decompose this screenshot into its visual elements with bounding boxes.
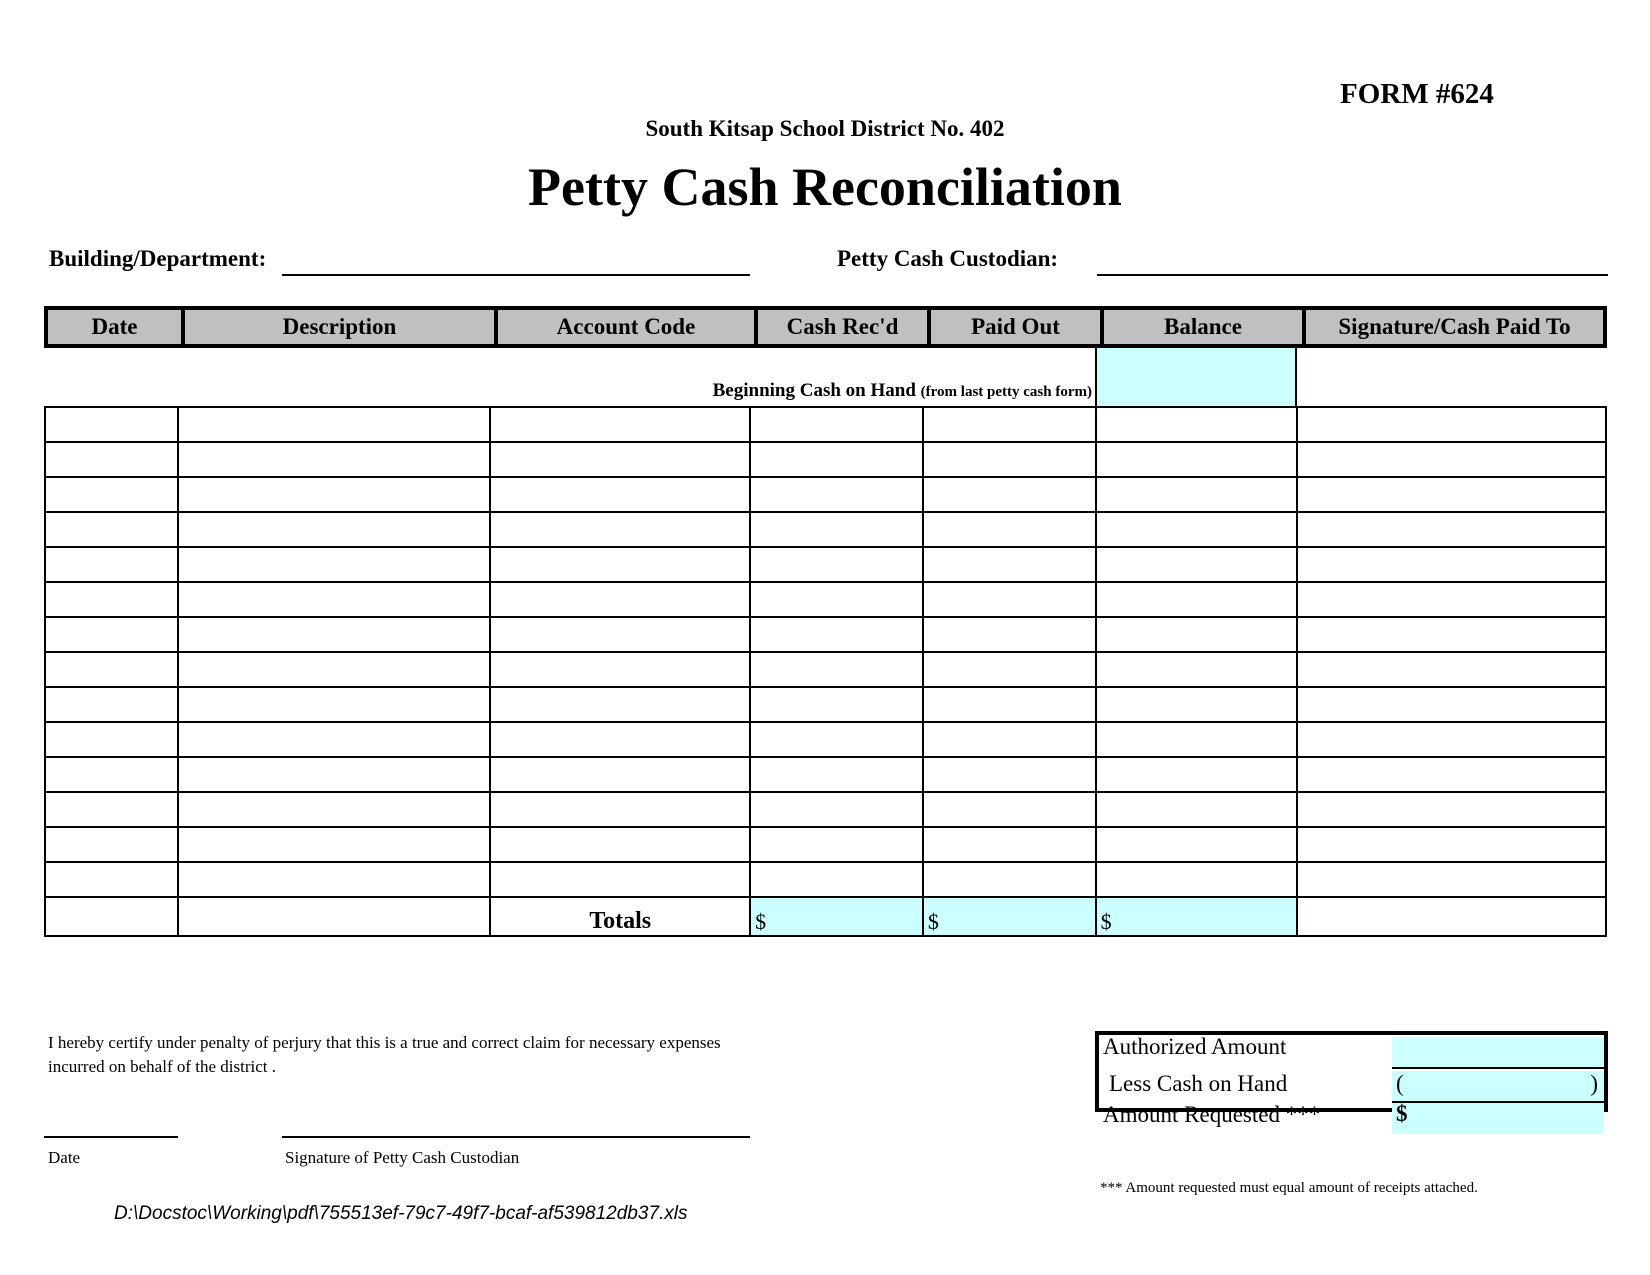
signature-cell[interactable] <box>1297 722 1606 757</box>
balance-cell[interactable] <box>1096 547 1298 582</box>
table-row <box>45 652 1606 687</box>
custodian-label: Petty Cash Custodian: <box>837 246 1059 271</box>
table-row <box>45 862 1606 897</box>
table-row <box>45 407 1606 442</box>
description-cell[interactable] <box>178 792 491 827</box>
cash-recd-cell[interactable] <box>750 722 923 757</box>
authorized-amount-input[interactable] <box>1392 1037 1604 1069</box>
account-code-cell[interactable] <box>490 757 750 792</box>
table-row <box>45 582 1606 617</box>
cash-recd-cell[interactable] <box>750 862 923 897</box>
description-cell[interactable] <box>178 442 491 477</box>
district-name: South Kitsap School District No. 402 <box>645 116 1005 141</box>
paid-out-cell[interactable] <box>923 547 1096 582</box>
total-paid-out[interactable]: $ <box>923 897 1096 936</box>
paid-out-cell[interactable] <box>923 652 1096 687</box>
balance-cell[interactable] <box>1096 407 1298 442</box>
page-title: Petty Cash Reconciliation <box>528 157 1122 217</box>
cash-recd-cell[interactable] <box>750 687 923 722</box>
cash-recd-cell[interactable] <box>750 547 923 582</box>
balance-cell[interactable] <box>1096 582 1298 617</box>
account-code-cell[interactable] <box>490 862 750 897</box>
less-cash-label: Less Cash on Hand <box>1109 1071 1288 1096</box>
date-signature-line[interactable] <box>44 1136 178 1138</box>
authorized-amount-label: Authorized Amount <box>1103 1034 1287 1059</box>
cash-recd-cell[interactable] <box>750 617 923 652</box>
table-row <box>45 477 1606 512</box>
form-number: FORM #624 <box>1340 78 1494 110</box>
building-department-field[interactable] <box>282 274 750 276</box>
date-cell[interactable] <box>45 442 178 477</box>
totals-label: Totals <box>490 897 750 936</box>
amount-requested-input[interactable] <box>1392 1103 1604 1134</box>
balance-cell[interactable] <box>1096 757 1298 792</box>
col-balance: Balance <box>1100 310 1302 344</box>
balance-cell[interactable] <box>1096 442 1298 477</box>
account-code-cell[interactable] <box>490 407 750 442</box>
balance-cell[interactable] <box>1096 687 1298 722</box>
less-cash-open-paren: ( <box>1396 1071 1404 1096</box>
signature-cell[interactable] <box>1297 407 1606 442</box>
signature-cell[interactable] <box>1297 617 1606 652</box>
total-balance[interactable]: $ <box>1096 897 1298 936</box>
balance-cell[interactable] <box>1096 862 1298 897</box>
signature-cell[interactable] <box>1297 757 1606 792</box>
balance-cell[interactable] <box>1096 617 1298 652</box>
paid-out-cell[interactable] <box>923 512 1096 547</box>
signature-cell[interactable] <box>1297 792 1606 827</box>
col-description: Description <box>181 310 494 344</box>
date-cell[interactable] <box>45 547 178 582</box>
description-cell[interactable] <box>178 407 491 442</box>
account-code-cell[interactable] <box>490 442 750 477</box>
table-row <box>45 792 1606 827</box>
paid-out-cell[interactable] <box>923 687 1096 722</box>
description-cell[interactable] <box>178 477 491 512</box>
account-code-cell[interactable] <box>490 722 750 757</box>
less-cash-close-paren: ) <box>1590 1071 1598 1096</box>
cash-recd-cell[interactable] <box>750 827 923 862</box>
date-cell[interactable] <box>45 582 178 617</box>
description-cell[interactable] <box>178 757 491 792</box>
signature-cell[interactable] <box>1297 512 1606 547</box>
date-cell[interactable] <box>45 792 178 827</box>
date-cell[interactable] <box>45 477 178 512</box>
description-cell[interactable] <box>178 512 491 547</box>
paid-out-cell[interactable] <box>923 407 1096 442</box>
cash-recd-cell[interactable] <box>750 477 923 512</box>
table-row <box>45 617 1606 652</box>
paid-out-cell[interactable] <box>923 862 1096 897</box>
table-row <box>45 827 1606 862</box>
beginning-cash-note: (from last petty cash form) <box>920 384 1092 400</box>
paid-out-cell[interactable] <box>923 442 1096 477</box>
paid-out-cell[interactable] <box>923 792 1096 827</box>
less-cash-input[interactable] <box>1392 1071 1604 1103</box>
col-signature: Signature/Cash Paid To <box>1302 310 1603 344</box>
col-account-code: Account Code <box>494 310 754 344</box>
description-cell[interactable] <box>178 547 491 582</box>
paid-out-cell[interactable] <box>923 477 1096 512</box>
building-department-label: Building/Department: <box>49 246 267 271</box>
account-code-cell[interactable] <box>490 477 750 512</box>
cash-recd-cell[interactable] <box>750 757 923 792</box>
description-cell[interactable] <box>178 722 491 757</box>
account-code-cell[interactable] <box>490 582 750 617</box>
table-row <box>45 722 1606 757</box>
signature-cell[interactable] <box>1297 652 1606 687</box>
cash-recd-cell[interactable] <box>750 792 923 827</box>
paid-out-cell[interactable] <box>923 582 1096 617</box>
account-code-cell[interactable] <box>490 617 750 652</box>
summary-box <box>1095 1031 1608 1127</box>
table-row <box>45 442 1606 477</box>
signature-cell[interactable] <box>1297 442 1606 477</box>
description-cell[interactable] <box>178 582 491 617</box>
date-label: Date <box>48 1148 81 1167</box>
custodian-field[interactable] <box>1097 274 1608 276</box>
date-cell[interactable] <box>45 652 178 687</box>
totals-description-cell <box>178 897 491 936</box>
amount-requested-symbol: $ <box>1396 1101 1408 1126</box>
signature-cell[interactable] <box>1297 827 1606 862</box>
paid-out-cell[interactable] <box>923 617 1096 652</box>
beginning-cash-text: Beginning Cash on Hand <box>712 380 916 401</box>
cash-recd-cell[interactable] <box>750 442 923 477</box>
date-cell[interactable] <box>45 827 178 862</box>
signature-cell[interactable] <box>1297 477 1606 512</box>
account-code-cell[interactable] <box>490 512 750 547</box>
account-code-cell[interactable] <box>490 652 750 687</box>
receipts-note: *** Amount requested must equal amount of receipts attached. <box>1100 1180 1478 1196</box>
account-code-cell[interactable] <box>490 687 750 722</box>
certification-text: I hereby certify under penalty of perjury that this is a true and correct claim for necessary expenses incurred on behalf of the district . <box>48 1033 721 1076</box>
ledger-table <box>44 406 1607 937</box>
cash-recd-cell[interactable] <box>750 407 923 442</box>
totals-signature-cell <box>1297 897 1606 936</box>
balance-cell[interactable] <box>1096 792 1298 827</box>
date-cell[interactable] <box>45 512 178 547</box>
date-cell[interactable] <box>45 407 178 442</box>
paid-out-cell[interactable] <box>923 757 1096 792</box>
balance-cell[interactable] <box>1096 652 1298 687</box>
balance-cell[interactable] <box>1096 722 1298 757</box>
signature-cell[interactable] <box>1297 687 1606 722</box>
account-code-cell[interactable] <box>490 792 750 827</box>
paid-out-cell[interactable] <box>923 722 1096 757</box>
col-cash-recd: Cash Rec'd <box>754 310 927 344</box>
date-cell[interactable] <box>45 722 178 757</box>
table-row <box>45 547 1606 582</box>
balance-cell[interactable] <box>1096 477 1298 512</box>
beginning-cash-label <box>660 380 1092 402</box>
description-cell[interactable] <box>178 827 491 862</box>
date-cell[interactable] <box>45 617 178 652</box>
table-row <box>45 687 1606 722</box>
table-row <box>45 757 1606 792</box>
description-cell[interactable] <box>178 862 491 897</box>
signature-cell[interactable] <box>1297 862 1606 897</box>
balance-cell[interactable] <box>1096 512 1298 547</box>
totals-row <box>45 897 1606 936</box>
date-cell[interactable] <box>45 757 178 792</box>
description-cell[interactable] <box>178 617 491 652</box>
signature-cell[interactable] <box>1297 582 1606 617</box>
col-paid-out: Paid Out <box>927 310 1100 344</box>
table-row <box>45 512 1606 547</box>
account-code-cell[interactable] <box>490 547 750 582</box>
account-code-cell[interactable] <box>490 827 750 862</box>
custodian-signature-line[interactable] <box>282 1136 750 1138</box>
cash-recd-cell[interactable] <box>750 582 923 617</box>
total-cash-recd[interactable]: $ <box>750 897 923 936</box>
date-cell[interactable] <box>45 862 178 897</box>
balance-cell[interactable] <box>1096 827 1298 862</box>
date-cell[interactable] <box>45 687 178 722</box>
beginning-cash-input[interactable] <box>1095 348 1297 406</box>
cash-recd-cell[interactable] <box>750 512 923 547</box>
signature-cell[interactable] <box>1297 547 1606 582</box>
file-path: D:\Docstoc\Working\pdf\755513ef-79c7-49f7-bcaf-af539812db37.xls <box>114 1203 688 1224</box>
signature-label: Signature of Petty Cash Custodian <box>285 1148 520 1167</box>
amount-requested-label: Amount Requested *** <box>1103 1102 1321 1127</box>
cash-recd-cell[interactable] <box>750 652 923 687</box>
table-header <box>44 306 1607 348</box>
totals-date-cell <box>45 897 178 936</box>
col-date: Date <box>91 314 138 339</box>
paid-out-cell[interactable] <box>923 827 1096 862</box>
description-cell[interactable] <box>178 652 491 687</box>
description-cell[interactable] <box>178 687 491 722</box>
